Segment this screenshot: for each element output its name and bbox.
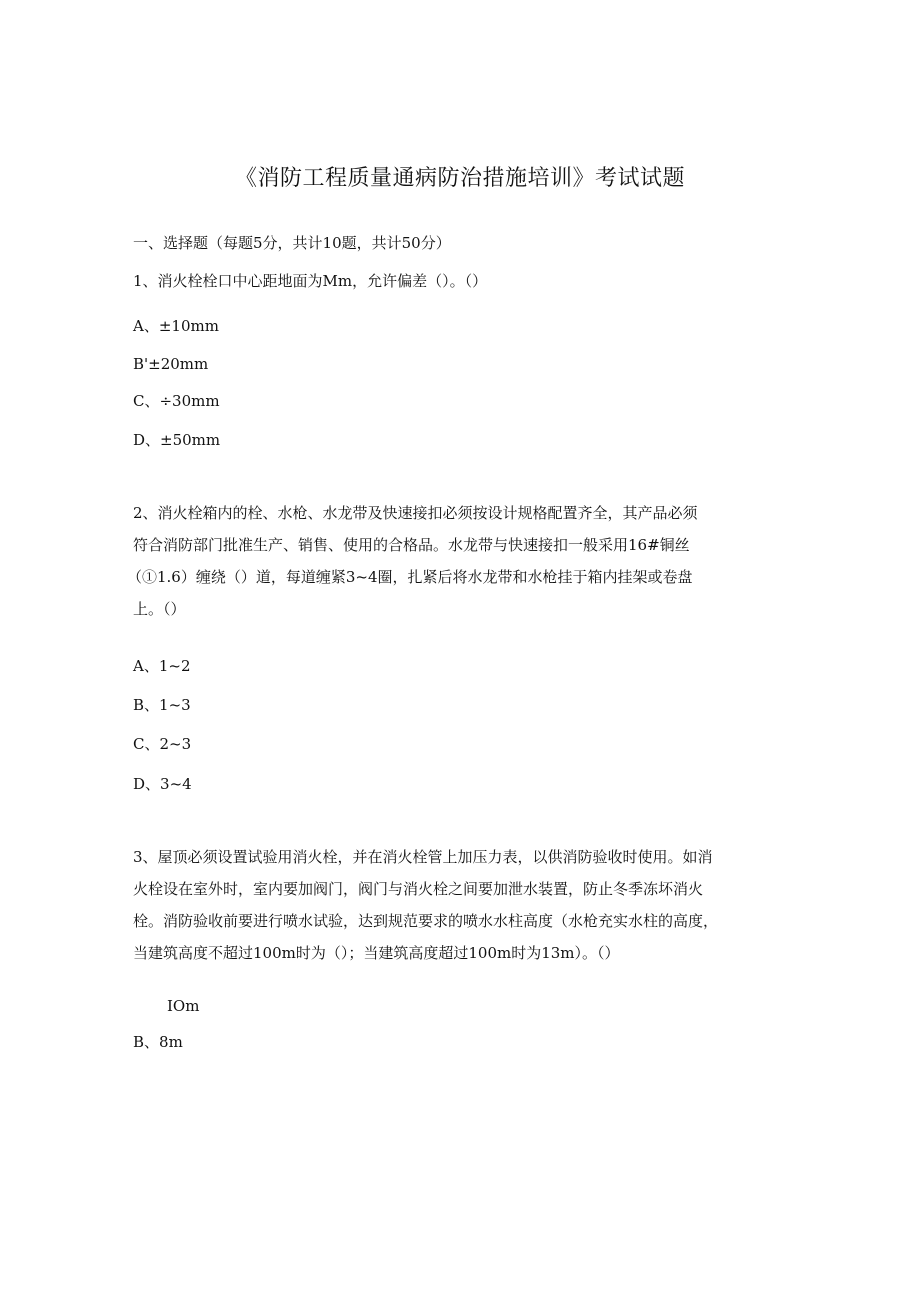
question-3-stem: [133, 841, 803, 969]
question-3-option-a: IOm: [167, 997, 200, 1015]
question-1-option-a: A、±10mm: [133, 317, 219, 335]
question-3-option-b: B、8m: [133, 1033, 183, 1051]
question-2-option-c: C、2~3: [133, 735, 192, 753]
question-2-stem-line: 上。（）: [133, 600, 186, 618]
question-1-option-d: D、±50mm: [133, 431, 221, 449]
question-2-stem-line: 2、消火栓箱内的栓、水枪、水龙带及快速接扣必须按设计规格配置齐全，其产品必须: [133, 504, 698, 522]
question-2-option-b: B、1~3: [133, 696, 191, 714]
question-2-stem: [127, 497, 803, 625]
question-2-stem-line: 符合消防部门批准生产、销售、使用的合格品。水龙带与快速接扣一般采用16#铜丝: [133, 536, 690, 554]
question-3-stem-line: 栓。消防验收前要进行喷水试验，达到规范要求的喷水水柱高度（水枪充实水柱的高度，: [133, 912, 719, 930]
question-1-option-c: C、÷30mm: [133, 392, 220, 410]
document-title: 《消防工程质量通病防治措施培训》考试试题: [234, 166, 685, 191]
question-2-option-a: A、1~2: [133, 657, 191, 675]
question-3-stem-line: 3、屋顶必须设置试验用消火栓，并在消火栓管上加压力表，以供消防验收时使用。如消: [133, 848, 713, 866]
question-2-option-d: D、3~4: [133, 775, 192, 793]
question-2-stem-line: （①1.6）缠绕（）道，每道缠紧3~4圈，扎紧后将水龙带和水枪挂于箱内挂架或卷盘: [127, 568, 693, 586]
question-1-option-b: B'±20mm: [133, 355, 209, 373]
question-1-stem: 1、消火栓栓口中心距地面为Mm，允许偏差（）。（）: [133, 272, 488, 290]
question-3-stem-line: 火栓设在室外时，室内要加阀门，阀门与消火栓之间要加泄水装置，防止冬季冻坏消火: [133, 880, 704, 898]
section-heading: 一、选择题（每题5分，共计10题，共计50分）: [133, 234, 451, 252]
question-3-stem-line: 当建筑高度不超过100m时为（）；当建筑高度超过100m时为13m）。（）: [133, 944, 620, 962]
